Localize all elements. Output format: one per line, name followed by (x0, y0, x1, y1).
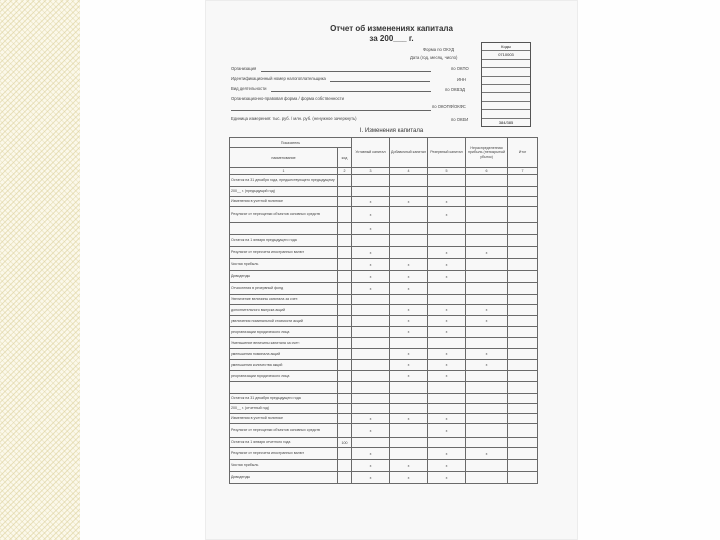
table-row (230, 271, 538, 283)
row-cell: x (428, 349, 466, 360)
row-cell (428, 283, 466, 295)
code-cell (482, 68, 530, 76)
field-right-okpo: по ОКПО (451, 66, 469, 71)
row-code: 100 (338, 438, 352, 448)
row-cell (466, 472, 508, 484)
table-row (230, 360, 538, 371)
table-row (230, 382, 538, 394)
row-cell: x (428, 207, 466, 223)
row-code (338, 460, 352, 472)
table-row (230, 472, 538, 484)
field-units: Единица измерения: тыс. руб. / млн. руб. (ненужное зачеркнуть) (231, 116, 357, 121)
row-cell: x (390, 360, 428, 371)
table-row (230, 394, 538, 404)
row-cell: x (428, 371, 466, 382)
row-cell (466, 187, 508, 197)
row-cell: x (390, 305, 428, 316)
field-right-date: Дата (год, месяц, число) (410, 55, 458, 60)
row-cell: x (352, 283, 390, 295)
column-numbers-row (230, 168, 538, 175)
code-cell (482, 93, 530, 101)
report-period: за 200___ г. (369, 34, 414, 43)
row-name: уменьшения номинала акций (230, 349, 338, 360)
row-cell (390, 247, 428, 259)
row-cell: x (428, 414, 466, 424)
table-row (230, 259, 538, 271)
row-code (338, 283, 352, 295)
row-cell: x (352, 223, 390, 235)
row-cell: x (466, 316, 508, 327)
row-cell: x (466, 305, 508, 316)
row-cell (508, 438, 538, 448)
code-cell: 384/385 (498, 119, 514, 125)
row-cell (508, 283, 538, 295)
row-cell (428, 438, 466, 448)
row-cell (508, 349, 538, 360)
row-name: Остаток на 1 января отчетного года (230, 438, 338, 448)
row-cell (390, 394, 428, 404)
row-name: Изменения в учетной политике (230, 197, 338, 207)
row-name: Изменения в учетной политике (230, 414, 338, 424)
row-cell (352, 438, 390, 448)
row-code (338, 424, 352, 438)
header-retained: Нераспределенная прибыль (непокрытый убыток) (466, 138, 508, 168)
row-cell: x (352, 207, 390, 223)
table-row (230, 223, 538, 235)
row-cell: x (428, 271, 466, 283)
row-cell: x (390, 259, 428, 271)
row-cell (466, 271, 508, 283)
row-cell (508, 271, 538, 283)
row-cell (428, 295, 466, 305)
row-name: Дивиденды (230, 271, 338, 283)
row-cell (508, 305, 538, 316)
header-authorized: Уставный капитал (352, 138, 390, 168)
row-cell (466, 223, 508, 235)
row-cell (390, 438, 428, 448)
row-cell (508, 424, 538, 438)
table-row (230, 295, 538, 305)
field-right-okei: по ОКЕИ (451, 117, 469, 122)
row-cell: x (428, 460, 466, 472)
row-name: Увеличение величины капитала за счет: (230, 295, 338, 305)
row-code (338, 349, 352, 360)
row-cell (352, 295, 390, 305)
row-cell (352, 305, 390, 316)
row-cell (508, 414, 538, 424)
row-name: реорганизации юридического лица (230, 327, 338, 338)
row-cell: x (428, 305, 466, 316)
row-code (338, 271, 352, 283)
row-cell (428, 338, 466, 349)
row-code (338, 235, 352, 247)
row-code (338, 259, 352, 271)
row-name: Дивиденды (230, 472, 338, 484)
header-additional: Добавочный капитал (390, 138, 428, 168)
row-cell: x (466, 349, 508, 360)
row-cell (466, 283, 508, 295)
table-row (230, 247, 538, 259)
row-code (338, 371, 352, 382)
row-name (230, 223, 338, 235)
row-cell: x (352, 472, 390, 484)
row-name: 200__ г. (отчетный год) (230, 404, 338, 414)
row-code (338, 414, 352, 424)
table-row (230, 207, 538, 223)
row-cell (428, 175, 466, 187)
row-cell (508, 371, 538, 382)
row-name: Чистая прибыль (230, 460, 338, 472)
table-row (230, 338, 538, 349)
document-sheet (205, 0, 578, 540)
colnum: 3 (352, 168, 390, 175)
code-cell (482, 77, 530, 85)
row-name: Результат от переоценки объектов основных средств (230, 424, 338, 438)
table-row (230, 460, 538, 472)
header-indicator: Показатель (230, 138, 352, 148)
row-code (338, 295, 352, 305)
row-cell (428, 187, 466, 197)
header-name: наименование (230, 148, 338, 168)
row-cell (466, 438, 508, 448)
row-code (338, 360, 352, 371)
row-cell (466, 404, 508, 414)
row-cell (466, 295, 508, 305)
field-legal-form: Организационно-правовая форма / форма собственности (231, 96, 344, 101)
header-total: Итог (508, 138, 538, 168)
row-cell (352, 327, 390, 338)
row-cell: x (390, 460, 428, 472)
code-cell (482, 60, 530, 68)
report-title: Отчет об изменениях капитала (330, 24, 453, 33)
row-cell (352, 235, 390, 247)
row-code (338, 207, 352, 223)
row-cell (390, 338, 428, 349)
table-row (230, 349, 538, 360)
row-cell: x (352, 197, 390, 207)
row-cell (390, 187, 428, 197)
row-cell (508, 460, 538, 472)
row-code (338, 175, 352, 187)
row-code (338, 247, 352, 259)
row-cell (508, 394, 538, 404)
row-cell (508, 295, 538, 305)
table-row (230, 327, 538, 338)
row-cell (466, 394, 508, 404)
capital-changes-table (229, 137, 538, 484)
row-code (338, 223, 352, 235)
row-cell (508, 327, 538, 338)
colnum: 5 (428, 168, 466, 175)
row-cell: x (390, 349, 428, 360)
decorative-pattern-strip (0, 0, 80, 540)
row-cell: x (352, 259, 390, 271)
field-organization: Организация (231, 66, 257, 71)
row-cell (390, 235, 428, 247)
row-code (338, 448, 352, 460)
row-cell (466, 371, 508, 382)
row-name: реорганизации юридического лица (230, 371, 338, 382)
row-cell: x (428, 259, 466, 271)
field-right-okud: Форма по ОКУД (423, 47, 455, 52)
row-cell (508, 247, 538, 259)
row-cell (466, 424, 508, 438)
colnum: 4 (390, 168, 428, 175)
row-cell (428, 235, 466, 247)
row-cell: x (428, 247, 466, 259)
row-cell (390, 382, 428, 394)
row-cell: x (466, 247, 508, 259)
row-cell (352, 382, 390, 394)
row-cell (466, 338, 508, 349)
row-cell (390, 207, 428, 223)
row-cell (508, 338, 538, 349)
row-cell: x (390, 371, 428, 382)
row-cell: x (466, 448, 508, 460)
row-cell (466, 460, 508, 472)
field-right-inn: ИНН (457, 77, 467, 82)
table-row (230, 305, 538, 316)
row-cell (466, 197, 508, 207)
table-row (230, 404, 538, 414)
row-cell (508, 382, 538, 394)
row-code (338, 394, 352, 404)
row-name: уменьшения количества акций (230, 360, 338, 371)
row-name: Результат от пересчета иностранных валют (230, 247, 338, 259)
row-name: Остаток на 1 января предыдущего года (230, 235, 338, 247)
row-name: Остаток на 31 декабря года, предшествующего предыдущему (230, 175, 338, 187)
table-row (230, 235, 538, 247)
row-name: дополнительного выпуска акций (230, 305, 338, 316)
row-code (338, 327, 352, 338)
table-row (230, 414, 538, 424)
row-cell (466, 327, 508, 338)
colnum: 6 (466, 168, 508, 175)
row-cell (352, 404, 390, 414)
code-cell: Коды (482, 43, 530, 51)
row-cell: x (466, 360, 508, 371)
row-cell (390, 295, 428, 305)
field-activity: Вид деятельности (231, 86, 267, 91)
row-cell (352, 360, 390, 371)
code-cell (482, 110, 530, 118)
table-row (230, 316, 538, 327)
row-cell: x (352, 414, 390, 424)
row-cell: x (352, 247, 390, 259)
row-cell (352, 316, 390, 327)
row-cell: x (352, 271, 390, 283)
code-cell (482, 102, 530, 110)
row-name: Отчисления в резервный фонд (230, 283, 338, 295)
row-cell (508, 448, 538, 460)
row-cell: x (428, 472, 466, 484)
row-cell (508, 197, 538, 207)
table-row (230, 424, 538, 438)
row-cell (466, 414, 508, 424)
row-cell (466, 175, 508, 187)
colnum: 7 (508, 168, 538, 175)
row-cell: x (352, 448, 390, 460)
row-cell (508, 259, 538, 271)
row-name: Остаток на 31 декабря предыдущего года (230, 394, 338, 404)
row-cell: x (352, 424, 390, 438)
row-cell: x (390, 316, 428, 327)
field-right-okopf: по ОКОПФ/ОКФС (432, 104, 466, 109)
row-cell (466, 207, 508, 223)
row-cell: x (352, 460, 390, 472)
row-cell (352, 394, 390, 404)
row-cell (508, 360, 538, 371)
header-reserve: Резервный капитал (428, 138, 466, 168)
row-cell: x (390, 271, 428, 283)
row-cell (508, 316, 538, 327)
row-code (338, 338, 352, 349)
row-code (338, 187, 352, 197)
row-cell (508, 223, 538, 235)
header-code: код (338, 148, 352, 168)
row-name (230, 382, 338, 394)
row-cell (428, 404, 466, 414)
field-inn: Идентификационный номер налогоплательщика (231, 76, 326, 81)
row-cell (352, 175, 390, 187)
row-cell (390, 424, 428, 438)
row-code (338, 305, 352, 316)
row-cell: x (390, 197, 428, 207)
row-cell: x (428, 360, 466, 371)
row-code (338, 197, 352, 207)
section-title: I. Изменения капитала (359, 128, 424, 134)
row-cell (352, 187, 390, 197)
row-cell (390, 448, 428, 460)
row-cell (508, 207, 538, 223)
row-cell (508, 187, 538, 197)
row-cell: x (390, 283, 428, 295)
row-cell (428, 394, 466, 404)
row-cell: x (428, 448, 466, 460)
code-cell: 0710003 (482, 51, 530, 59)
row-cell (466, 259, 508, 271)
field-right-okved: по ОКВЭД (445, 87, 465, 92)
row-cell (466, 235, 508, 247)
row-code (338, 404, 352, 414)
colnum: 2 (338, 168, 352, 175)
row-code (338, 472, 352, 484)
table-row (230, 197, 538, 207)
row-cell (466, 382, 508, 394)
table-row (230, 438, 538, 448)
row-cell: x (390, 327, 428, 338)
row-name: Уменьшение величины капитала за счет: (230, 338, 338, 349)
row-cell (390, 223, 428, 235)
table-row (230, 175, 538, 187)
table-row (230, 283, 538, 295)
row-cell: x (428, 327, 466, 338)
table-row (230, 371, 538, 382)
row-cell (508, 404, 538, 414)
row-name: Чистая прибыль (230, 259, 338, 271)
colnum: 1 (230, 168, 338, 175)
codes-box (481, 42, 531, 127)
row-name: увеличения номинальной стоимости акций (230, 316, 338, 327)
row-cell (390, 404, 428, 414)
table-row (230, 187, 538, 197)
row-cell: x (428, 316, 466, 327)
row-name: Результат от пересчета иностранных валют (230, 448, 338, 460)
row-name: 200__ г. (предыдущий год) (230, 187, 338, 197)
row-cell: x (390, 414, 428, 424)
row-name: Результат от переоценки объектов основных средств (230, 207, 338, 223)
row-cell (352, 349, 390, 360)
row-cell: x (428, 197, 466, 207)
row-cell (390, 175, 428, 187)
row-code (338, 316, 352, 327)
row-cell: x (428, 424, 466, 438)
row-cell (508, 472, 538, 484)
row-cell (352, 371, 390, 382)
row-code (338, 382, 352, 394)
row-cell (428, 382, 466, 394)
row-cell (428, 223, 466, 235)
table-row (230, 448, 538, 460)
row-cell (508, 235, 538, 247)
row-cell: x (390, 472, 428, 484)
row-cell (508, 175, 538, 187)
code-cell (482, 85, 530, 93)
row-cell (352, 338, 390, 349)
